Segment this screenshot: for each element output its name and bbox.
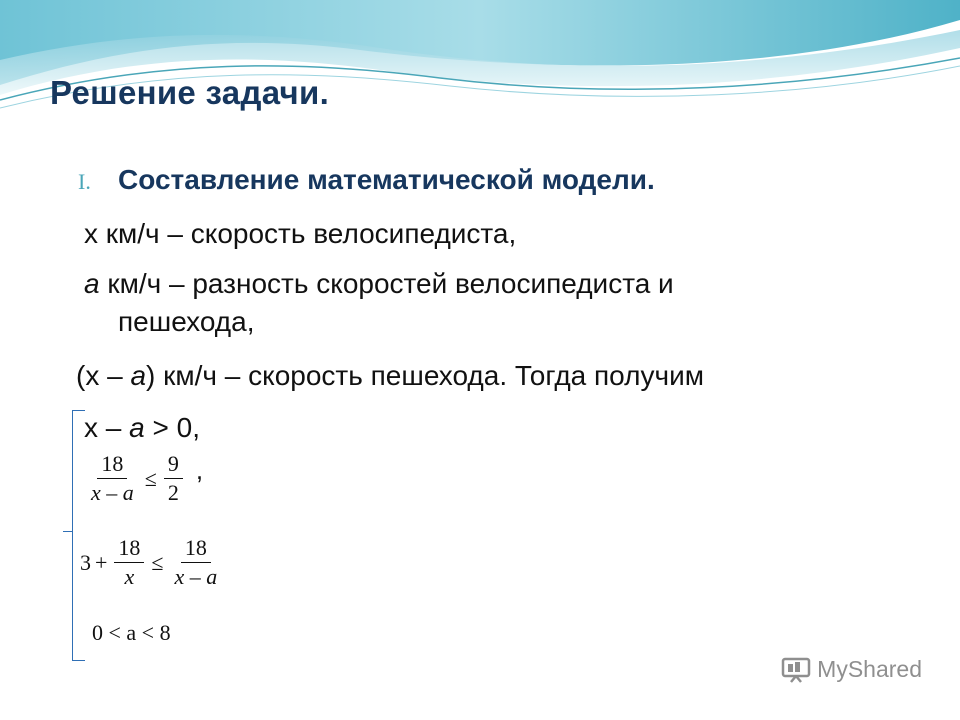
denominator: x	[124, 564, 135, 589]
text-line-pedestrian: пешехода,	[118, 306, 255, 337]
system-eq-4: 0 < a < 8	[92, 620, 171, 645]
comma: ,	[195, 455, 204, 485]
fraction	[171, 536, 222, 589]
fraction	[87, 452, 138, 505]
eq1-part-b: > 0,	[144, 412, 200, 443]
var-a: a	[130, 360, 147, 391]
fraction	[164, 452, 183, 505]
fraction	[114, 536, 144, 589]
system-eq-1	[84, 412, 200, 444]
leq-sign: ≤	[151, 549, 164, 575]
text-line-speed-difference-rest: км/ч – разность скоростей велосипедиста и	[99, 268, 674, 299]
section-number: I.	[78, 169, 91, 194]
var-a: a	[129, 412, 145, 443]
numerator: 9	[164, 452, 183, 479]
numerator: 18	[114, 536, 144, 563]
slide-title: Решение задачи.	[50, 74, 330, 111]
denominator: x – a	[91, 480, 134, 505]
numerator: 18	[181, 536, 211, 563]
system-eq-3	[80, 536, 224, 589]
text-line-speed-pedestrian	[76, 360, 704, 392]
section-heading-row	[78, 164, 655, 196]
lead-number: 3	[80, 549, 91, 575]
line4-part-b: ) км/ч – скорость пешехода. Тогда получим	[146, 360, 704, 391]
text-line-speed-cyclist: x км/ч – скорость велосипедиста,	[84, 218, 517, 249]
presentation-board-icon	[781, 657, 811, 683]
line4-part-a: (x –	[76, 360, 131, 391]
watermark-text: MyShared	[817, 656, 922, 682]
plus-sign: +	[95, 549, 108, 575]
system-eq-2	[84, 452, 203, 505]
var-a: a	[84, 268, 100, 299]
watermark-logo	[781, 656, 922, 683]
denominator: x – a	[174, 564, 218, 589]
eq1-part-a: x –	[84, 412, 130, 443]
numerator: 18	[97, 452, 127, 479]
denominator: 2	[167, 480, 179, 505]
section-heading: Составление математической модели.	[118, 164, 655, 195]
leq-sign: ≤	[144, 465, 157, 491]
text-line-speed-difference	[84, 268, 674, 300]
